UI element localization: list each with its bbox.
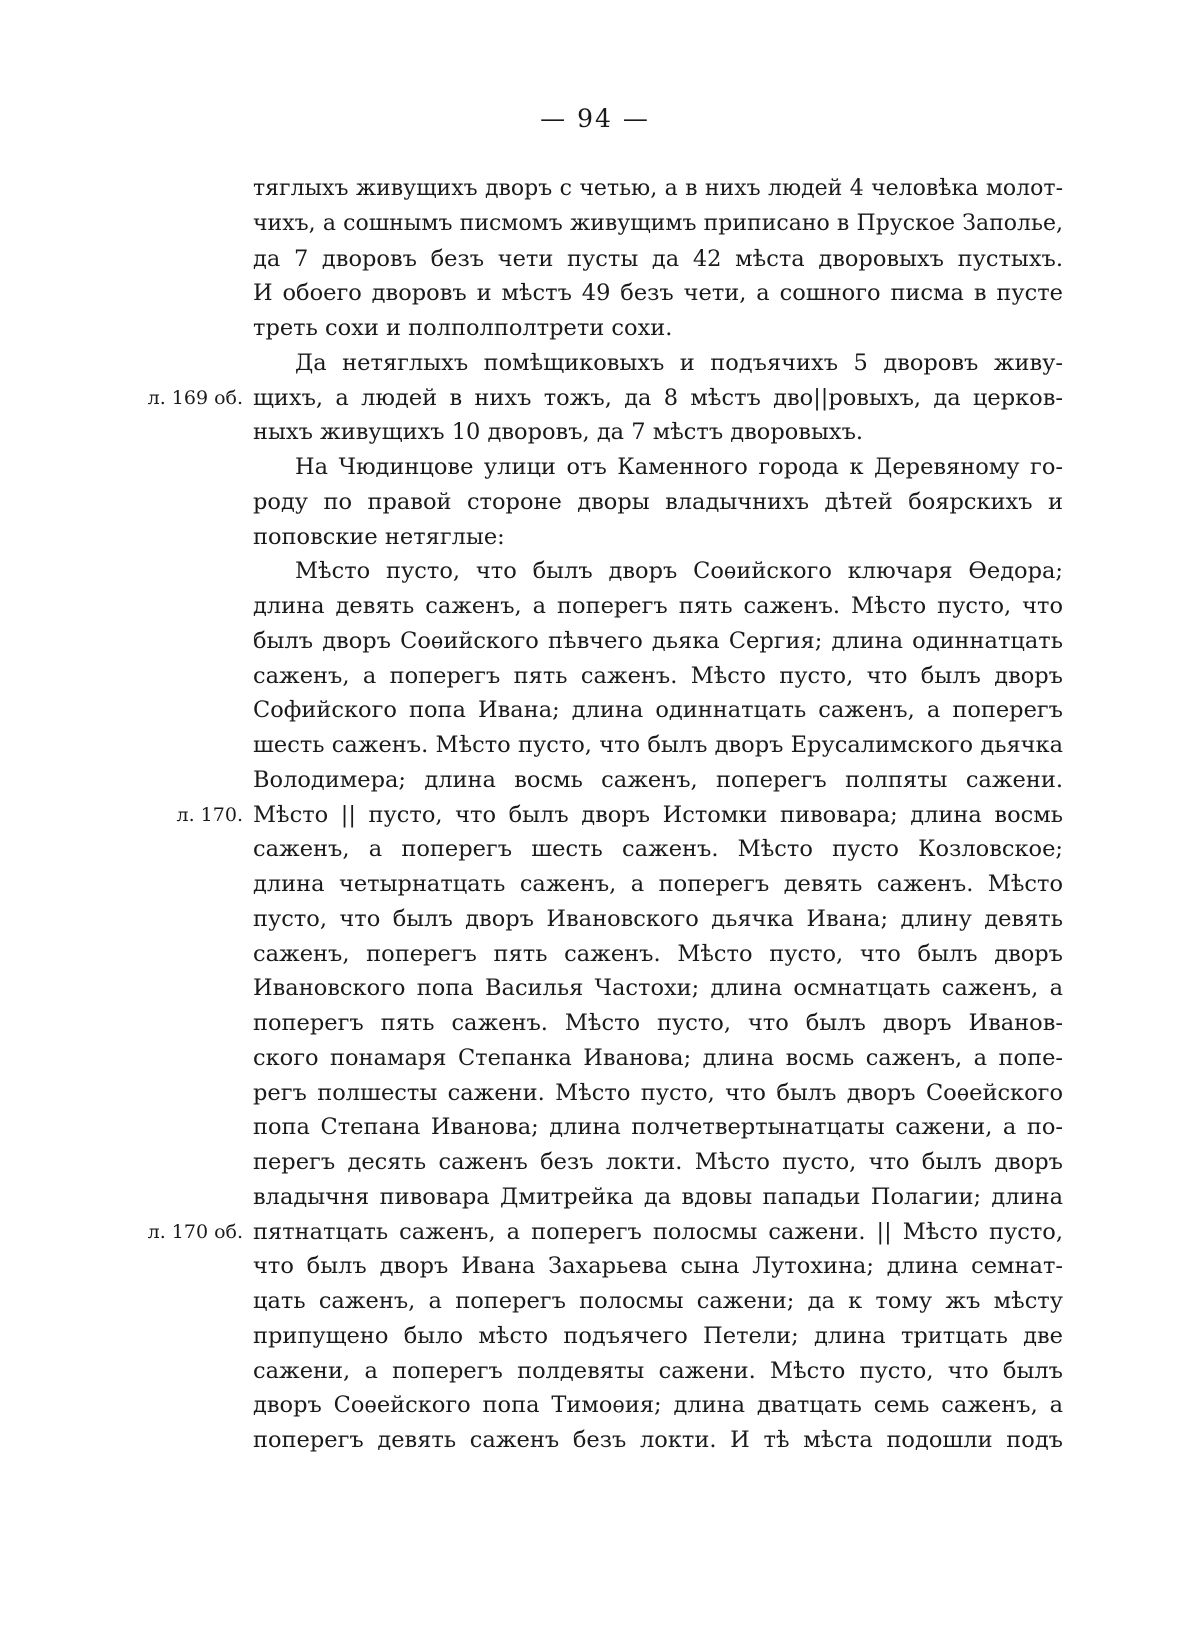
text-line: шесть саженъ. Мѣсто пусто, что былъ дворъ Ерусалимского дьячка (253, 732, 1063, 758)
text-line: припущено было мѣсто подъячего Петели; длина тритцать две (253, 1322, 1063, 1349)
text-line: саженъ, а поперегъ шесть саженъ. Мѣсто пусто Козловское; (253, 836, 1063, 863)
text-line: саженъ, а поперегъ пять саженъ. Мѣсто пусто, что былъ дворъ (253, 662, 1063, 689)
folio-note: л. 170. (176, 803, 243, 826)
text-line: сажени, а поперегъ полдевяты сажени. Мѣсто пусто, что былъ (253, 1357, 1063, 1384)
text-line: поперегъ девять саженъ безъ локти. И тѣ мѣста подошли подъ (253, 1427, 1063, 1453)
page-number: — 94 — (540, 104, 650, 133)
text-line: На Чюдинцове улици отъ Каменного города к Деревяному го- (295, 454, 1063, 480)
text-line: треть сохи и полполполтрети сохи. (253, 315, 673, 341)
text-line: дворъ Соѳейского попа Тимоѳия; длина дватцать семь саженъ, а (253, 1392, 1063, 1419)
text-line: что былъ дворъ Ивана Захарьева сына Лутохина; длина семнат- (253, 1253, 1063, 1280)
text-line: ныхъ живущихъ 10 дворовъ, да 7 мѣстъ дворовыхъ. (253, 419, 864, 446)
text-line: пусто, что былъ дворъ Ивановского дьячка Ивана; длину девять (253, 905, 1063, 932)
text-line: Ивановского попа Василья Частохи; длина осмнатцать саженъ, а (253, 975, 1063, 1002)
text-line: И обоего дворовъ и мѣстъ 49 безъ чети, а сошного писма в пусте (253, 280, 1063, 307)
text-line: Мѣсто пусто, что былъ дворъ Соѳийского ключаря Ѳедора; (295, 558, 1063, 585)
text-line: перегъ десять саженъ безъ локти. Мѣсто пусто, что былъ дворъ (253, 1149, 1063, 1175)
text-line: длина четырнатцать саженъ, а поперегъ девять саженъ. Мѣсто (253, 871, 1063, 897)
folio-note: л. 169 об. (147, 386, 243, 409)
text-line: цать саженъ, а поперегъ полосмы сажени; да к тому жъ мѣсту (253, 1288, 1063, 1314)
body-text (147, 172, 1063, 1458)
text-line: л. 169 об. щихъ, а людей в нихъ тожъ, да 8 мѣстъ дво||ровыхъ, да церков- (253, 381, 1063, 416)
text-line: Володимера; длина восмь саженъ, поперегъ полпяты сажени. (253, 766, 1063, 793)
text-line: былъ дворъ Соѳийского пѣвчего дьяка Сергия; длина одиннатцать (253, 627, 1063, 654)
text-line: да 7 дворовъ безъ чети пусты да 42 мѣста дворовыхъ пустыхъ. (253, 245, 1063, 272)
text-line: ского понамаря Степанка Иванова; длина восмь саженъ, а попе- (253, 1044, 1063, 1071)
text-line: л. 170 об. пятнатцать саженъ, а поперегъ полосмы сажени. || Мѣсто пусто, (253, 1215, 1063, 1250)
text-line: роду по правой стороне дворы владычнихъ дѣтей боярскихъ и (253, 488, 1063, 515)
text-line: чихъ, а сошнымъ писмомъ живущимъ приписано в Пруское Заполье, (253, 210, 1063, 236)
text-line: регъ полшесты сажени. Мѣсто пусто, что былъ дворъ Соѳейского (253, 1079, 1063, 1106)
folio-note: л. 170 об. (147, 1220, 243, 1243)
text-line: л. 170. Мѣсто || пусто, что былъ дворъ Истомки пивовара; длина восмь (253, 798, 1063, 833)
text-line: владычня пивовара Дмитрейка да вдовы пападьи Полагии; длина (253, 1183, 1063, 1210)
text-line: Да нетяглыхъ помѣщиковыхъ и подъячихъ 5 дворовъ живу- (295, 349, 1063, 376)
text-line: поперегъ пять саженъ. Мѣсто пусто, что былъ дворъ Иванов- (253, 1010, 1063, 1036)
text-line: тяглыхъ живущихъ дворъ с четью, а в нихъ людей 4 человѣка молот- (253, 176, 1063, 201)
text-line: поповские нетяглые: (253, 523, 505, 550)
text-line: саженъ, поперегъ пять саженъ. Мѣсто пусто, что былъ дворъ (253, 940, 1063, 967)
text-line: длина девять саженъ, а поперегъ пять саженъ. Мѣсто пусто, что (253, 593, 1063, 619)
text-line: Софийского попа Ивана; длина одиннатцать саженъ, а поперегъ (253, 697, 1063, 724)
text-line: попа Степана Иванова; длина полчетвертынатцаты сажени, а по- (253, 1114, 1063, 1141)
